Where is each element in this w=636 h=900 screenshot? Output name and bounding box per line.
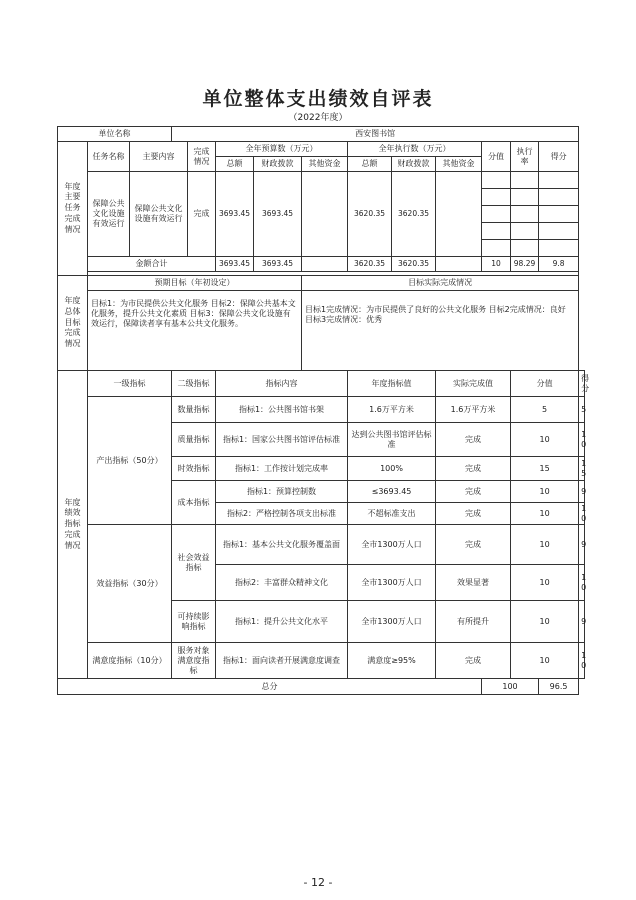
header-indicator-points: 得分 xyxy=(579,371,585,397)
total-score-label: 总分 xyxy=(58,679,482,695)
indicator-actual: 完成 xyxy=(436,457,511,481)
actual-goal-header: 目标实际完成情况 xyxy=(302,276,579,291)
sum-budget-other xyxy=(302,257,348,272)
indicator-actual: 完成 xyxy=(436,643,511,679)
header-exec-total: 总额 xyxy=(348,157,392,172)
indicator-score: 5 xyxy=(511,397,579,423)
header-annual-execution: 全年执行数（万元） xyxy=(348,142,482,157)
task-status: 完成 xyxy=(188,172,216,257)
indicator-target: 全市1300万人口 xyxy=(348,565,436,601)
indicator-content: 指标2：严格控制各项支出标准 xyxy=(216,503,348,525)
task-budget-total: 3693.45 xyxy=(216,172,254,257)
header-actual-value: 实际完成值 xyxy=(436,371,511,397)
indicator-actual: 完成 xyxy=(436,423,511,457)
empty-cell xyxy=(511,172,539,189)
indicator-points: 9 xyxy=(579,601,585,643)
empty-cell xyxy=(539,206,579,223)
subgroup-quality: 质量指标 xyxy=(172,423,216,457)
group-satisfaction: 满意度指标（10分） xyxy=(88,643,172,679)
indicator-actual: 有所提升 xyxy=(436,601,511,643)
empty-cell xyxy=(482,223,511,240)
indicator-target: 不超标准支出 xyxy=(348,503,436,525)
empty-cell xyxy=(539,189,579,206)
actual-goal-text: 目标1完成情况：为市民提供了良好的公共文化服务 目标2完成情况：良好 目标3完成情况：优秀 xyxy=(302,291,579,371)
header-indicator-score: 分值 xyxy=(511,371,579,397)
sum-exec-other xyxy=(436,257,482,272)
unit-name-value: 西安图书馆 xyxy=(172,127,579,142)
header-status: 完成情况 xyxy=(188,142,216,172)
header-exec-fiscal: 财政拨款 xyxy=(392,157,436,172)
indicator-actual: 效果显著 xyxy=(436,565,511,601)
indicator-points: 9 xyxy=(579,525,585,565)
empty-cell xyxy=(539,240,579,257)
subgroup-social: 社会效益指标 xyxy=(172,525,216,601)
task-name: 保障公共文化设施有效运行 xyxy=(88,172,130,257)
total-score: 100 xyxy=(482,679,539,695)
subgroup-timeliness: 时效指标 xyxy=(172,457,216,481)
indicator-score: 10 xyxy=(511,565,579,601)
header-indicator-content: 指标内容 xyxy=(216,371,348,397)
empty-cell xyxy=(511,240,539,257)
header-annual-budget: 全年预算数（万元） xyxy=(216,142,348,157)
indicator-points: 5 xyxy=(579,397,585,423)
document-title: 单位整体支出绩效自评表 xyxy=(202,88,434,110)
header-level2: 二级指标 xyxy=(172,371,216,397)
header-budget-fiscal: 财政拨款 xyxy=(254,157,302,172)
task-budget-fiscal: 3693.45 xyxy=(254,172,302,257)
empty-cell xyxy=(539,172,579,189)
header-main-content: 主要内容 xyxy=(130,142,188,172)
task-exec-total: 3620.35 xyxy=(348,172,392,257)
subgroup-service: 服务对象满意度指标 xyxy=(172,643,216,679)
planned-goal-text: 目标1：为市民提供公共文化服务 目标2：保障公共基本文化服务，提升公共文化素质 目标3：保障公共文化设施有效运行，保障读者享有基本公共文化服务。 xyxy=(88,291,302,371)
page-number: - 12 - xyxy=(303,876,333,889)
indicator-points: 10 xyxy=(579,565,585,601)
indicator-content: 指标1：工作按计划完成率 xyxy=(216,457,348,481)
indicator-score: 10 xyxy=(511,423,579,457)
indicator-content: 指标1：面向读者开展满意度调查 xyxy=(216,643,348,679)
empty-cell xyxy=(482,189,511,206)
empty-cell xyxy=(511,189,539,206)
section-task-label: 年度主要任务完成情况 xyxy=(58,142,88,276)
indicator-score: 15 xyxy=(511,457,579,481)
header-exec-other: 其他资金 xyxy=(436,157,482,172)
indicator-target: 1.6万平方米 xyxy=(348,397,436,423)
total-points: 96.5 xyxy=(539,679,579,695)
indicator-content: 指标2：丰富群众精神文化 xyxy=(216,565,348,601)
indicator-actual: 完成 xyxy=(436,525,511,565)
indicator-content: 指标1：基本公共文化服务覆盖面 xyxy=(216,525,348,565)
header-budget-total: 总额 xyxy=(216,157,254,172)
group-output: 产出指标（50分） xyxy=(88,397,172,525)
indicator-target: 全市1300万人口 xyxy=(348,601,436,643)
document-subtitle: （2022年度） xyxy=(288,113,348,123)
header-level1: 一级指标 xyxy=(88,371,172,397)
task-budget-other xyxy=(302,172,348,257)
indicator-content: 指标1：预算控制数 xyxy=(216,481,348,503)
empty-cell xyxy=(511,223,539,240)
header-budget-other: 其他资金 xyxy=(302,157,348,172)
indicator-content: 指标1：公共图书馆书架 xyxy=(216,397,348,423)
indicator-actual: 完成 xyxy=(436,481,511,503)
indicator-actual: 完成 xyxy=(436,503,511,525)
header-task-name: 任务名称 xyxy=(88,142,130,172)
subgroup-quantity: 数量指标 xyxy=(172,397,216,423)
unit-name-label: 单位名称 xyxy=(58,127,172,142)
indicator-points: 9 xyxy=(579,481,585,503)
task-exec-other xyxy=(436,172,482,257)
indicator-score: 10 xyxy=(511,525,579,565)
sum-exec-total: 3620.35 xyxy=(348,257,392,272)
indicator-points: 10 xyxy=(579,423,585,457)
section-goal-label: 年度总体目标完成情况 xyxy=(58,276,88,371)
indicator-points: 15 xyxy=(579,457,585,481)
group-effect: 效益指标（30分） xyxy=(88,525,172,643)
sum-budget-fiscal: 3693.45 xyxy=(254,257,302,272)
indicator-score: 10 xyxy=(511,481,579,503)
header-score: 分值 xyxy=(482,142,511,172)
task-content: 保障公共文化设施有效运行 xyxy=(130,172,188,257)
empty-cell xyxy=(482,172,511,189)
indicator-target: ≤3693.45 xyxy=(348,481,436,503)
indicator-target: 全市1300万人口 xyxy=(348,525,436,565)
task-exec-fiscal: 3620.35 xyxy=(392,172,436,257)
header-target-value: 年度指标值 xyxy=(348,371,436,397)
empty-cell xyxy=(539,223,579,240)
section-indicator-label: 年度绩效指标完成情况 xyxy=(58,371,88,679)
indicator-score: 10 xyxy=(511,601,579,643)
empty-cell xyxy=(482,240,511,257)
header-points: 得分 xyxy=(539,142,579,172)
indicator-points: 10 xyxy=(579,503,585,525)
planned-goal-header: 预期目标（年初设定） xyxy=(88,276,302,291)
indicator-content: 指标1：提升公共文化水平 xyxy=(216,601,348,643)
sum-score: 10 xyxy=(482,257,511,272)
indicator-target: 满意度≥95% xyxy=(348,643,436,679)
sum-points: 9.8 xyxy=(539,257,579,272)
sum-exec-rate: 98.29 xyxy=(511,257,539,272)
indicator-target: 100% xyxy=(348,457,436,481)
performance-table xyxy=(57,126,590,695)
amount-total-label: 金额合计 xyxy=(88,257,216,272)
empty-cell xyxy=(511,206,539,223)
indicator-content: 指标1：国家公共图书馆评估标准 xyxy=(216,423,348,457)
empty-cell xyxy=(482,206,511,223)
subgroup-cost: 成本指标 xyxy=(172,481,216,525)
sum-budget-total: 3693.45 xyxy=(216,257,254,272)
subgroup-sustainability: 可持续影响指标 xyxy=(172,601,216,643)
indicator-actual: 1.6万平方米 xyxy=(436,397,511,423)
sum-exec-fiscal: 3620.35 xyxy=(392,257,436,272)
indicator-score: 10 xyxy=(511,643,579,679)
indicator-points: 10 xyxy=(579,643,585,679)
indicator-score: 10 xyxy=(511,503,579,525)
header-exec-rate: 执行率 xyxy=(511,142,539,172)
indicator-target: 达到公共图书馆评估标准 xyxy=(348,423,436,457)
